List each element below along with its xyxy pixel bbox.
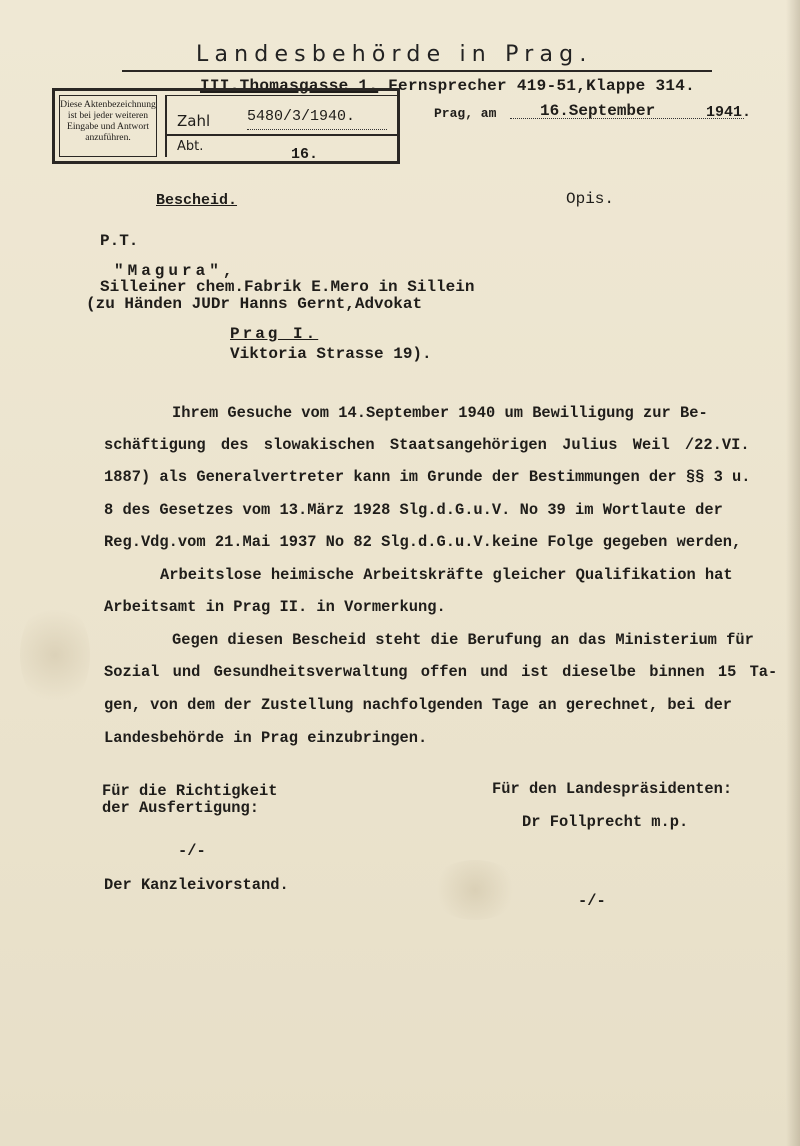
place-label: Prag, am	[434, 106, 497, 121]
field-divider	[167, 134, 397, 136]
body-line: Arbeitslose heimische Arbeitskräfte gleicher Qualifikation hat	[160, 566, 733, 584]
body-line: Arbeitsamt in Prag II. in Vormerkung.	[104, 598, 446, 616]
document-title: Bescheid.	[156, 192, 238, 209]
recipient-salutation: P.T.	[100, 232, 139, 250]
agency-name: Landesbehörde in Prag.	[196, 42, 593, 67]
body-line: Ihrem Gesuche vom 14.September 1940 um Bewilligung zur Be-	[172, 404, 708, 422]
file-reference-box	[52, 88, 400, 164]
address-phone: Fernsprecher 419-51,Klappe 314.	[388, 77, 696, 95]
recipient-city: Prag I.	[230, 325, 319, 343]
abt-label: Abt.	[177, 139, 204, 154]
certification-line: Für die Richtigkeit	[102, 782, 278, 800]
certification-line: der Ausfertigung:	[102, 799, 260, 817]
body-line: Reg.Vdg.vom 21.Mai 1937 No 82 Slg.d.G.u.V.keine Folge gegeben werden,	[104, 533, 742, 551]
copy-note: Opis.	[566, 190, 615, 208]
paper-stain	[430, 860, 520, 920]
recipient-line: (zu Händen JUDr Hanns Gernt,Advokat	[86, 295, 423, 313]
paper-stain	[20, 600, 90, 710]
zahl-value: 5480/3/1940.	[247, 108, 356, 125]
date-year: 1941.	[706, 104, 752, 121]
abt-value: 16.	[291, 146, 319, 163]
date-day: 16.September	[540, 102, 656, 120]
chancery-head: Der Kanzleivorstand.	[104, 876, 289, 894]
body-line: Gegen diesen Bescheid steht die Berufung an das Ministerium für	[172, 631, 754, 649]
recipient-line: Silleiner chem.Fabrik E.Mero in Sillein	[100, 278, 475, 296]
reference-fields	[165, 95, 397, 163]
body-line: 1887) als Generalvertreter kann im Grunde der Bestimmungen der §§ 3 u.	[104, 468, 751, 486]
address-street: III.Thomasgasse 1.	[200, 77, 379, 95]
reference-instruction: Diese Aktenbezeichnung ist bei jeder weiteren Eingabe und Antwort anzuführen.	[59, 95, 157, 157]
body-line: Landesbehörde in Prag einzubringen.	[104, 729, 428, 747]
header-rule	[122, 70, 712, 72]
signatory-title: Für den Landespräsidenten:	[492, 780, 733, 798]
zahl-dotted-rule	[247, 129, 387, 130]
zahl-label: Zahl	[177, 112, 211, 130]
body-line: schäftigung des slowakischen Staatsangehörigen Julius Weil /22.VI.	[104, 436, 750, 454]
signatory-name: Dr Follprecht m.p.	[522, 813, 689, 831]
signature-mark-right: -/-	[578, 892, 606, 910]
body-line: 8 des Gesetzes vom 13.März 1928 Slg.d.G.u.V. No 39 im Wortlaute der	[104, 501, 723, 519]
signature-mark-left: -/-	[178, 842, 206, 860]
recipient-name: "Magura",	[114, 262, 237, 280]
body-line: gen, von dem der Zustellung nachfolgenden Tage an gerechnet, bei der	[104, 696, 733, 714]
paper-edge-shadow	[786, 0, 800, 1146]
body-line: Sozial und Gesundheitsverwaltung offen und ist dieselbe binnen 15 Ta-	[104, 663, 778, 681]
recipient-street: Viktoria Strasse 19).	[230, 345, 432, 363]
